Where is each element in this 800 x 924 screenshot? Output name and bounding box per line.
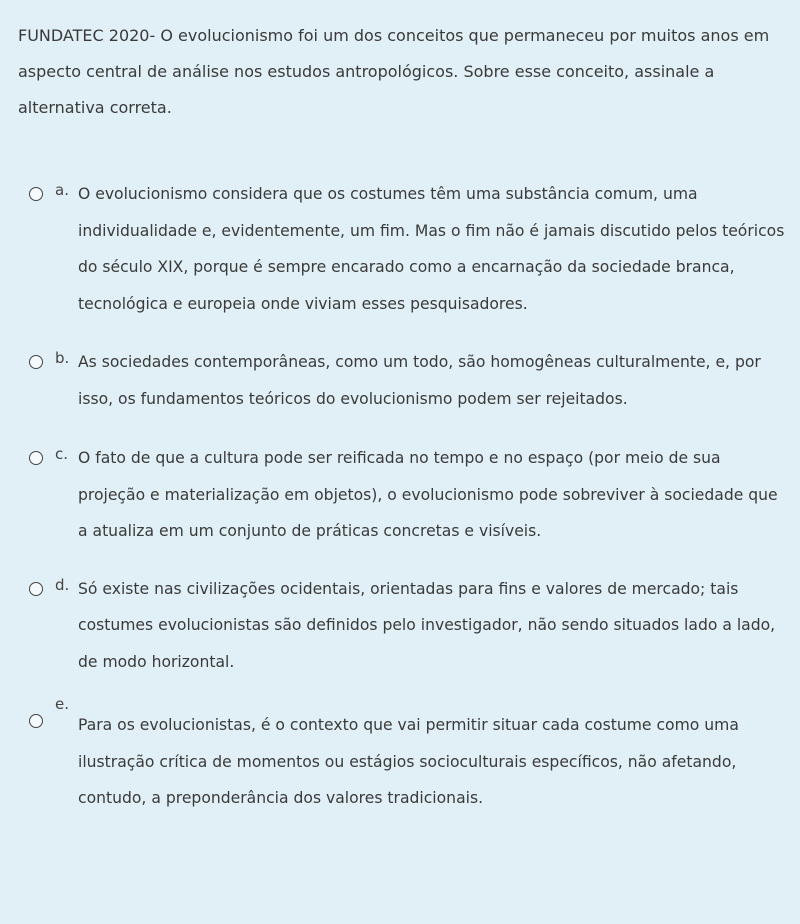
option-d-letter: d. xyxy=(55,575,70,594)
radio-button-e[interactable] xyxy=(29,714,43,728)
option-b-text: As sociedades contemporâneas, como um todo, são homogêneas culturalmente, e, por isso, os fundamentos teóricos do evolucionismo podem ser rejeitados. xyxy=(78,353,761,408)
question-text: FUNDATEC 2020- O evolucionismo foi um dos conceitos que permaneceu por muitos anos em aspecto central de análise nos estudos antropológicos. Sobre esse conceito, assinale a alternativa correta. xyxy=(18,26,770,117)
option-c[interactable] xyxy=(0,440,800,550)
option-e-letter: e. xyxy=(55,695,69,713)
answer-options xyxy=(0,176,800,817)
radio-button-d[interactable] xyxy=(29,582,43,596)
option-e-text: Para os evolucionistas, é o contexto que vai permitir situar cada costume como uma ilustração crítica de momentos ou estágios socioculturais específicos, não afetando, contudo, a preponderância dos valores tradicionais. xyxy=(78,716,739,807)
option-b[interactable] xyxy=(0,344,800,417)
option-d-text: Só existe nas civilizações ocidentais, orientadas para fins e valores de mercado; tais costumes evolucionistas são definidos pelo investigador, não sendo situados lado a lado, de modo horizontal. xyxy=(78,579,776,671)
option-b-letter: b. xyxy=(55,349,70,367)
option-a-letter: a. xyxy=(55,181,69,199)
option-a-text: O evolucionismo considera que os costumes têm uma substância comum, uma individualidade e, evidentemente, um fim. Mas o fim não é jamais discutido pelos teóricos do século XIX, porque é sempre encarado como a encarnação da sociedade branca, tecnológica e europeia onde viviam esses pesquisadores. xyxy=(78,185,785,313)
radio-button-a[interactable] xyxy=(29,187,43,201)
radio-button-b[interactable] xyxy=(29,355,43,369)
option-a[interactable] xyxy=(0,176,800,322)
option-e[interactable] xyxy=(0,695,800,817)
option-c-letter: c. xyxy=(55,445,69,463)
radio-button-c[interactable] xyxy=(29,451,43,465)
option-c-text: O fato de que a cultura pode ser reificada no tempo e no espaço (por meio de sua projeção e materialização em objetos), o evolucionismo pode sobreviver à sociedade que a atualiza em um conjunto de práticas concretas e visíveis. xyxy=(78,449,778,540)
option-d[interactable] xyxy=(0,571,800,681)
